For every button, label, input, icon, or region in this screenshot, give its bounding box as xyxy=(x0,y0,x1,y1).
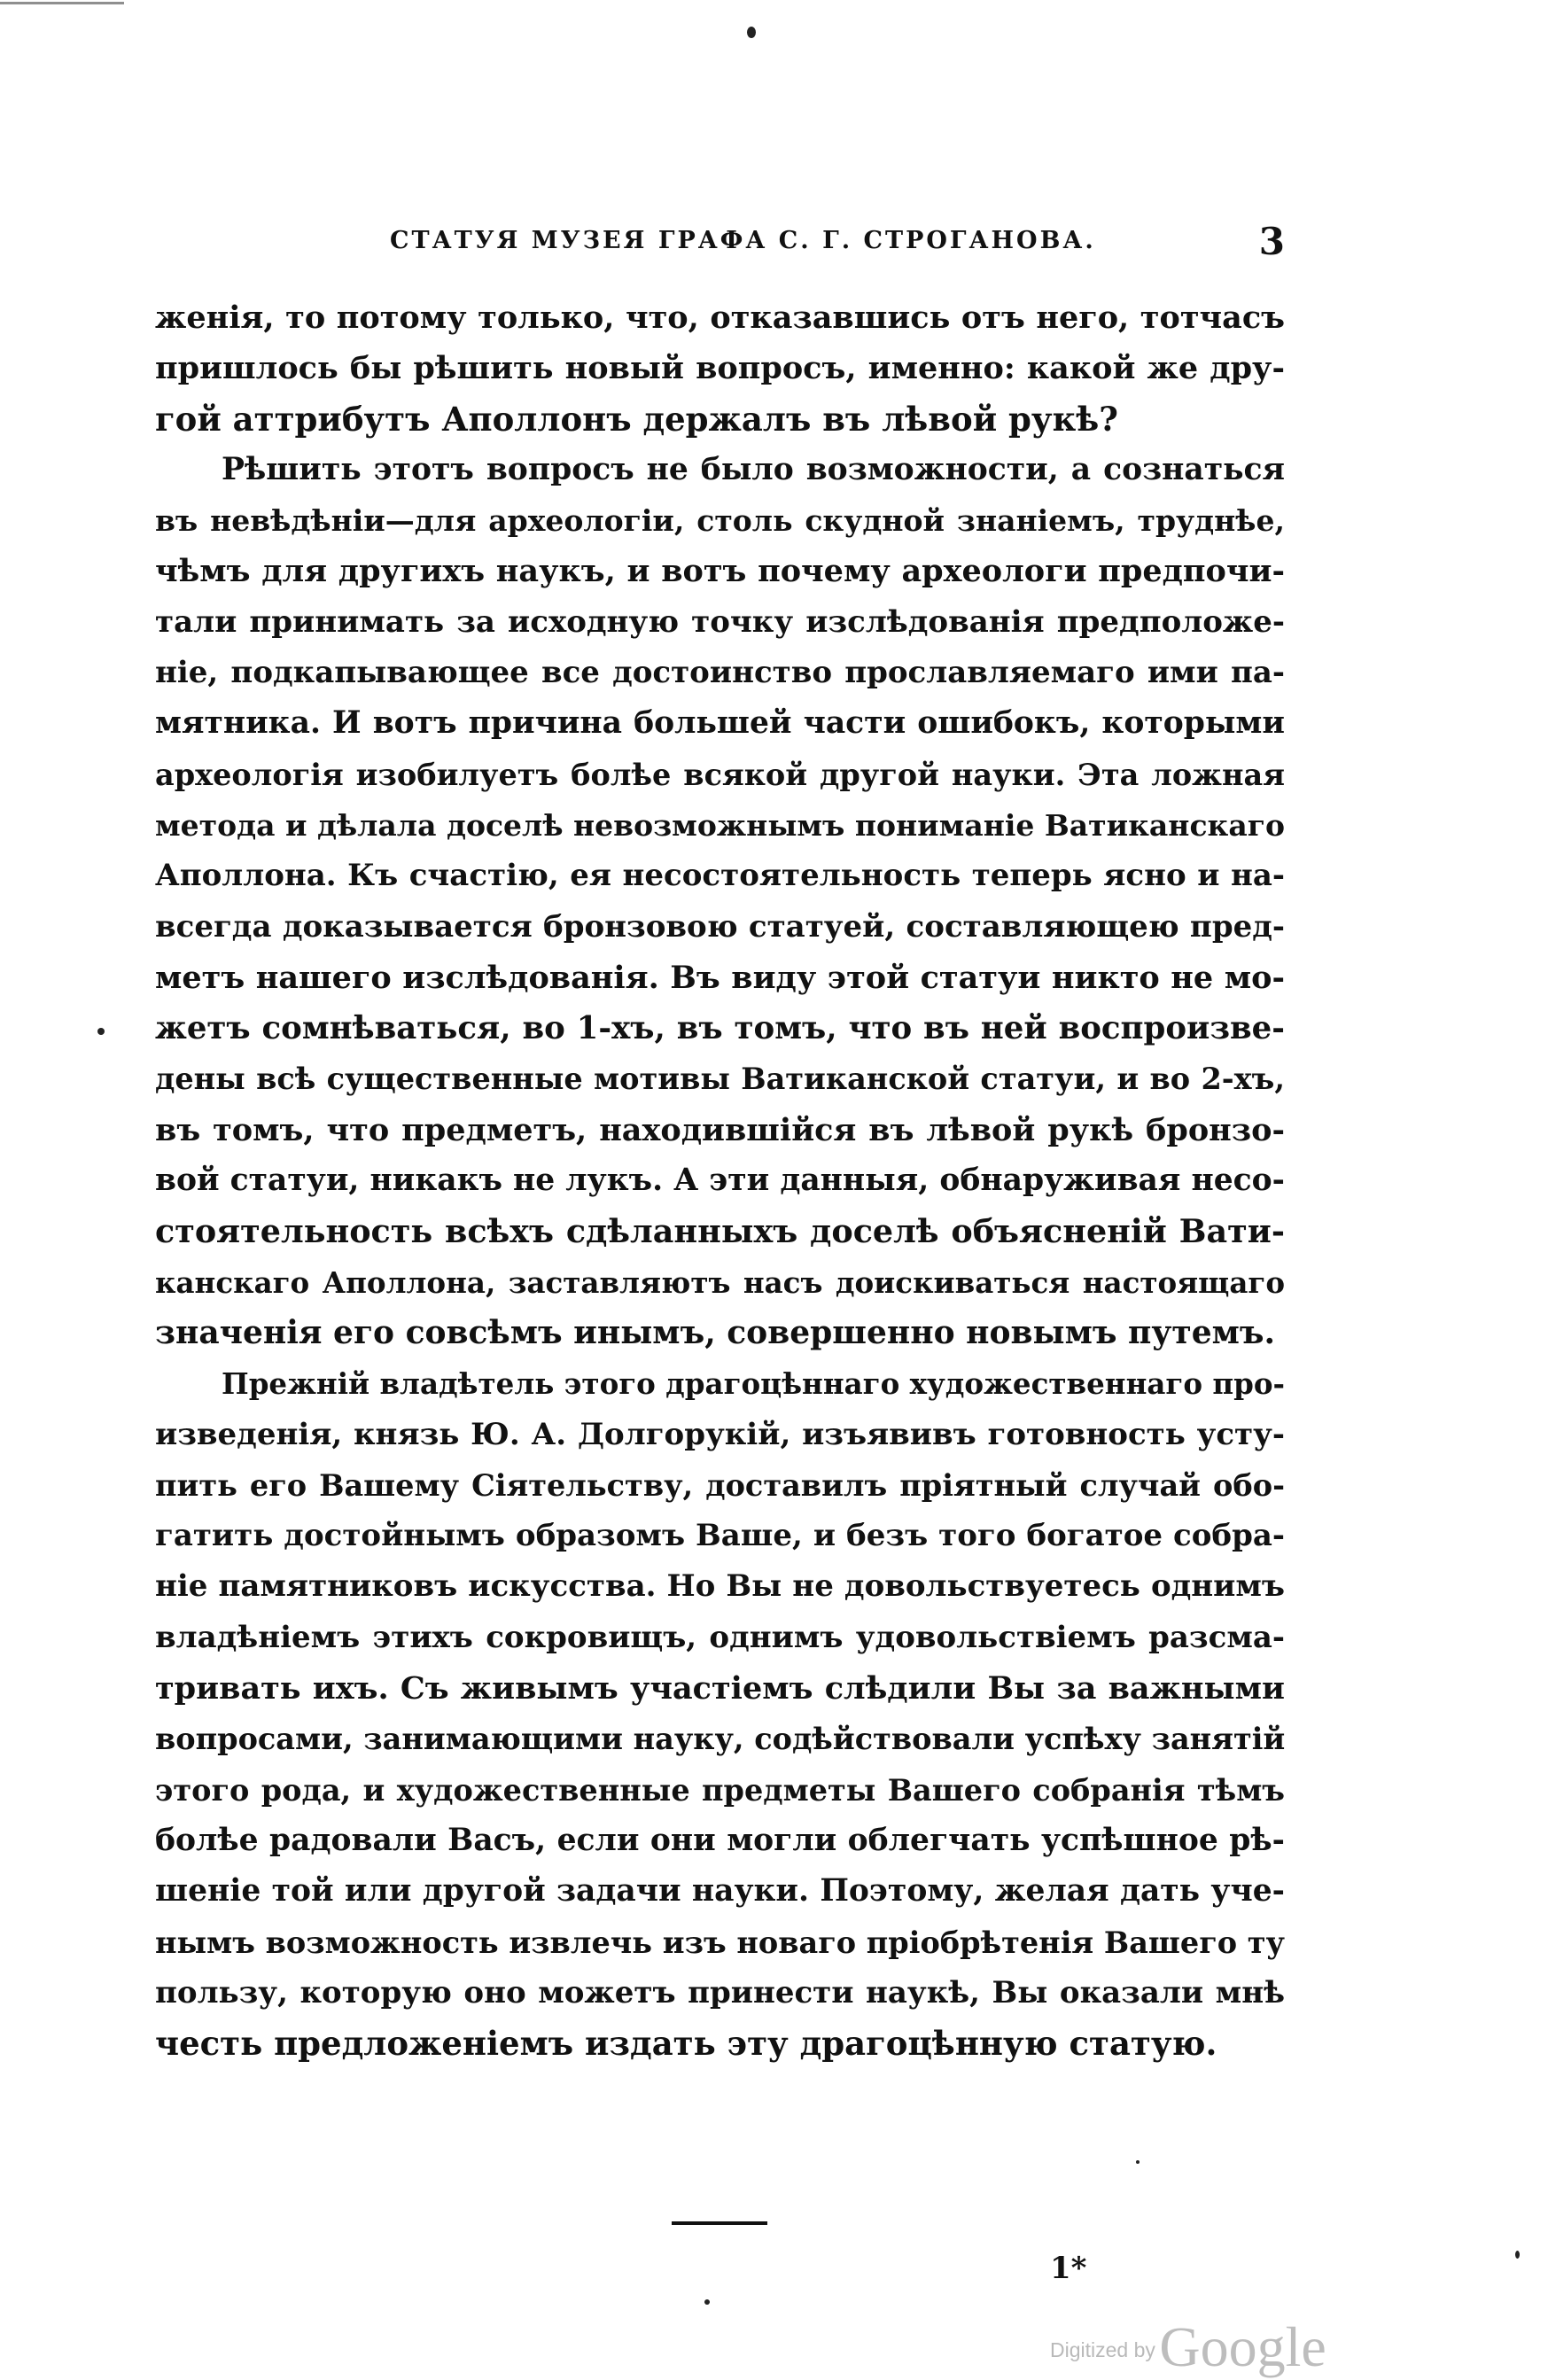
footer-rule xyxy=(672,2221,767,2225)
text-line: болѣе радовали Васъ, если они могли облегчать успѣшное рѣ- xyxy=(155,1822,1285,1858)
text-line: шеніе той или другой задачи науки. Поэтому, желая дать уче- xyxy=(155,1873,1285,1909)
text-line: тали принимать за исходную точку изслѣдованія предположе- xyxy=(155,603,1285,640)
running-head xyxy=(390,220,1285,273)
digitized-watermark xyxy=(1050,2314,1326,2380)
running-title: СТАТУЯ МУЗЕЯ ГРАФА С. Г. СТРОГАНОВА. xyxy=(390,227,1096,254)
text-line: Рѣшить этотъ вопросъ не было возможности, а сознаться xyxy=(222,451,1285,487)
text-line: пить его Вашему Сіятельству, доставилъ пріятный случай обо- xyxy=(155,1467,1285,1503)
text-line: пользу, которую оно можетъ принести наукѣ, Вы оказали мнѣ xyxy=(155,1974,1285,2011)
body-text xyxy=(155,292,1285,2069)
text-line: этого рода, и художественные предметы Вашего собранія тѣмъ xyxy=(155,1772,1285,1808)
text-line: изведенія, князь Ю. А. Долгорукій, изъявивъ готовность усту- xyxy=(155,1416,1285,1452)
text-line: археологія изобилуетъ болѣе всякой другой науки. Эта ложная xyxy=(155,757,1285,792)
text-line: стоятельность всѣхъ сдѣланныхъ доселѣ объясненій Вати- xyxy=(155,1212,1285,1251)
digitized-by-text: Digitized by xyxy=(1050,2338,1155,2361)
ink-speck xyxy=(747,27,756,38)
ink-speck xyxy=(1136,2160,1140,2164)
text-line: значенія его совсѣмъ инымъ, совершенно новымъ путемъ. xyxy=(155,1313,1276,1351)
ink-speck xyxy=(704,2299,710,2305)
ink-speck xyxy=(1515,2251,1520,2259)
text-line: тривать ихъ. Съ живымъ участіемъ слѣдили Вы за важными xyxy=(155,1670,1285,1707)
text-line: метъ нашего изслѣдованія. Въ виду этой статуи никто не мо- xyxy=(155,959,1285,996)
text-line: всегда доказывается бронзовою статуей, составляющею пред- xyxy=(155,908,1285,945)
text-line: гой аттрибутъ Аполлонъ держалъ въ лѣвой рукѣ? xyxy=(155,399,1118,439)
text-line: мятника. И вотъ причина большей части ошибокъ, которыми xyxy=(155,705,1285,742)
text-line: женія, то потому только, что, отказавшись отъ него, тотчасъ xyxy=(155,299,1285,336)
text-line: гатить достойнымъ образомъ Ваше, и безъ того богатое собра- xyxy=(155,1518,1285,1554)
ink-speck xyxy=(97,1028,105,1035)
page-number: 3 xyxy=(1258,220,1285,263)
text-line: Аполлона. Къ счастію, ея несостоятельность теперь ясно и на- xyxy=(155,858,1285,894)
text-line: нымъ возможность извлечь изъ новаго пріобрѣтенія Вашего ту xyxy=(155,1925,1285,1960)
text-line: вопросами, занимающими науку, содѣйствовали успѣху занятій xyxy=(155,1722,1285,1757)
text-line: чѣмъ для другихъ наукъ, и вотъ почему археологи предпочи- xyxy=(155,553,1285,590)
text-line: ніе памятниковъ искусства. Но Вы не довольствуетесь однимъ xyxy=(155,1568,1285,1605)
text-line: метода и дѣлала доселѣ невозможнымъ пониманіе Ватиканскаго xyxy=(155,807,1285,843)
google-logo: Google xyxy=(1159,2315,1326,2378)
text-line: жетъ сомнѣваться, во 1-хъ, въ томъ, что въ ней воспроизве- xyxy=(155,1010,1285,1047)
text-line: пришлось бы рѣшить новый вопросъ, именно: какой же дру- xyxy=(155,350,1285,387)
text-line: въ невѣдѣніи—для археологіи, столь скудной знаніемъ, труднѣе, xyxy=(155,503,1285,539)
text-line: ніе, подкапывающее все достоинство прославляемаго ими па- xyxy=(155,655,1285,691)
text-line: владѣніемъ этихъ сокровищъ, однимъ удовольствіемъ разсма- xyxy=(155,1619,1285,1655)
signature-mark: 1* xyxy=(1050,2251,1087,2286)
text-line: дены всѣ существенные мотивы Ватиканской статуи, и во 2-хъ, xyxy=(155,1062,1285,1097)
text-line: въ томъ, что предметъ, находившійся въ лѣвой рукѣ бронзо- xyxy=(155,1111,1285,1148)
scan-edge-mark xyxy=(0,2,124,4)
text-line: канскаго Аполлона, заставляютъ насъ доискиваться настоящаго xyxy=(155,1264,1285,1300)
text-line: честь предложеніемъ издать эту драгоцѣнную статую. xyxy=(155,2024,1217,2064)
text-line: Прежній владѣтель этого драгоцѣннаго художественнаго про- xyxy=(222,1366,1285,1402)
text-line: вой статуи, никакъ не лукъ. А эти данныя, обнаруживая несо- xyxy=(155,1163,1285,1199)
